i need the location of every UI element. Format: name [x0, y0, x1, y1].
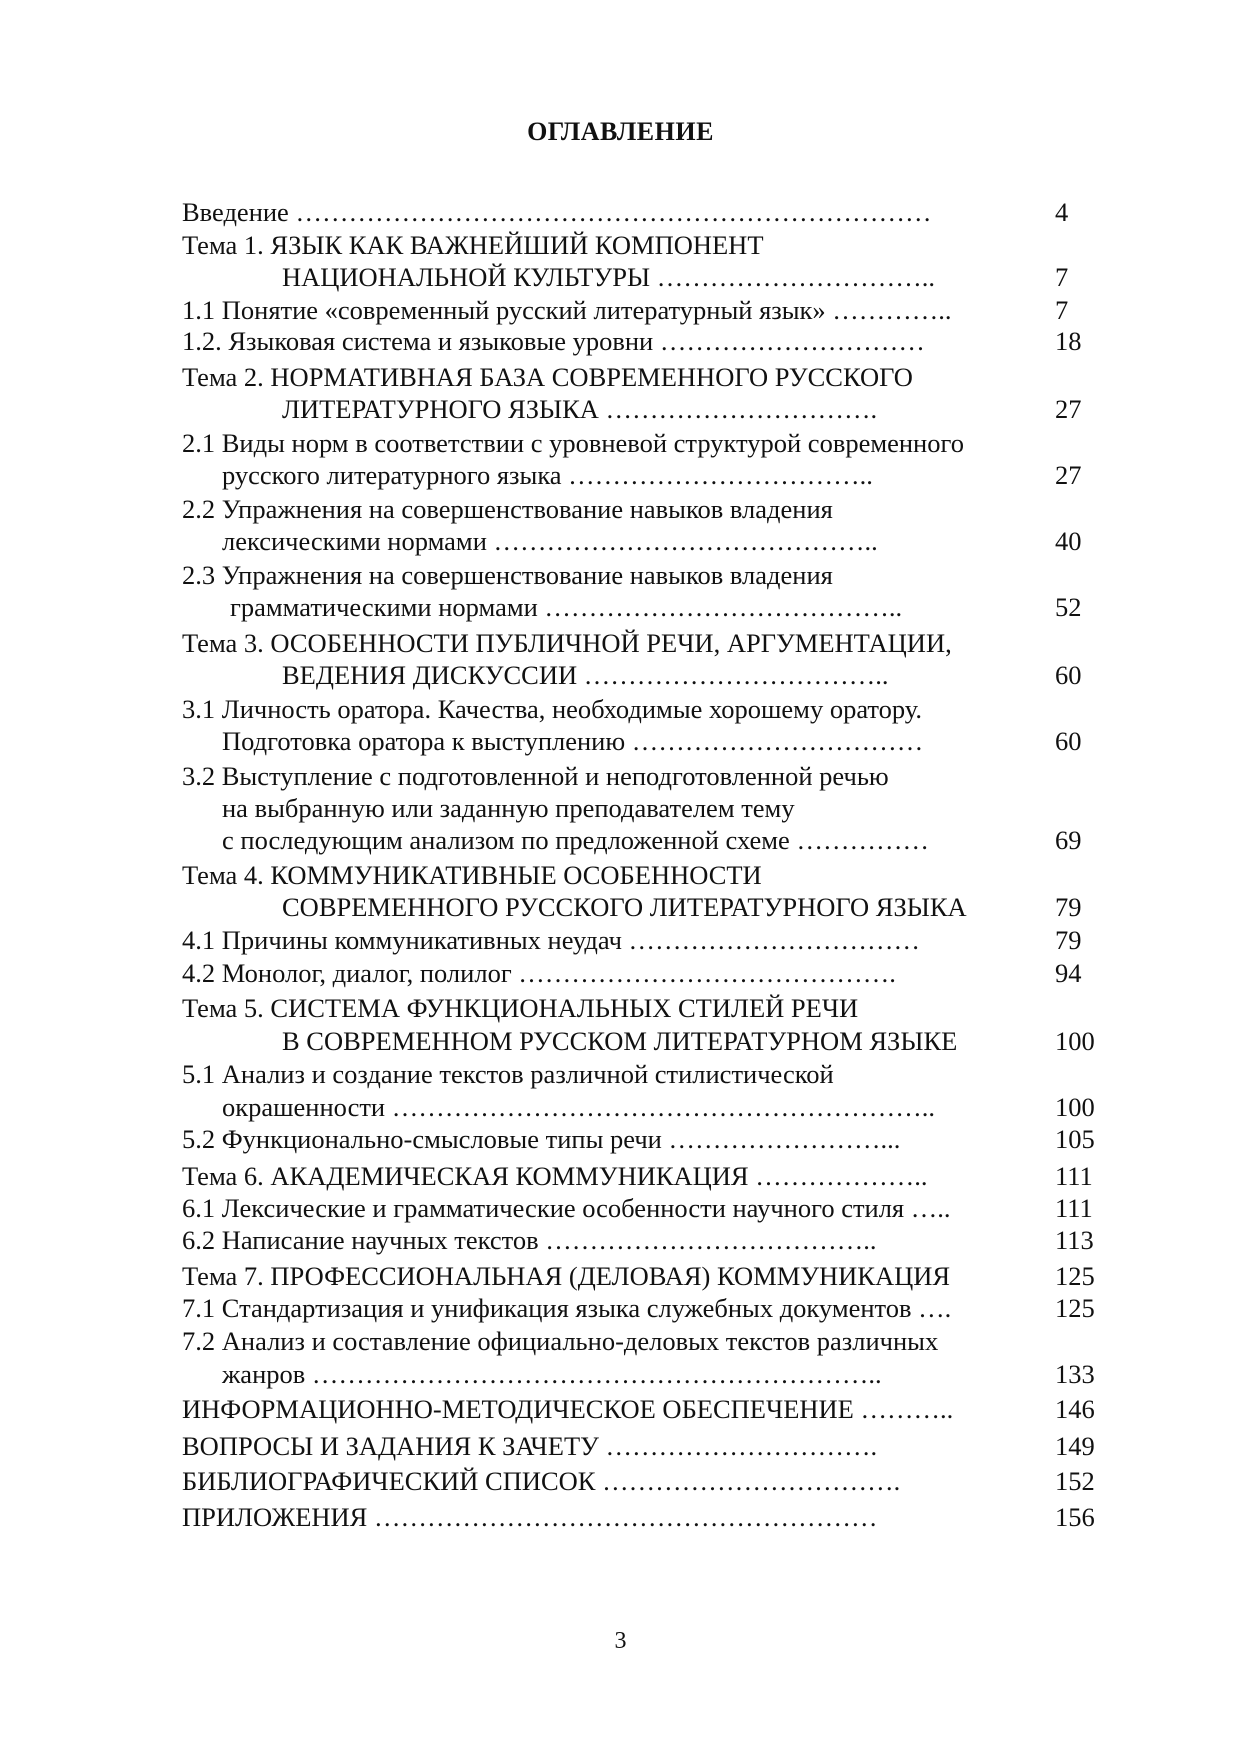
toc-entry — [0, 1123, 1241, 1155]
toc-entry — [0, 229, 1241, 261]
toc-entry-text: лексическими нормами …………………………………….. — [222, 526, 878, 556]
toc-entry — [0, 427, 1241, 459]
toc-entry-text: 7.1 Стандартизация и унификация языка служебных документов …. — [182, 1293, 952, 1323]
toc-entry — [0, 1501, 1241, 1533]
toc-entry-text: Тема 5. СИСТЕМА ФУНКЦИОНАЛЬНЫХ СТИЛЕЙ РЕЧИ — [182, 993, 859, 1023]
toc-entry — [0, 693, 1241, 725]
toc-entry-text: с последующим анализом по предложенной схеме …………… — [222, 825, 929, 855]
toc-entry-text: ПРИЛОЖЕНИЯ ………………………………………………… — [182, 1502, 878, 1532]
toc-entry-text: 7.2 Анализ и составление официально-деловых текстов различных — [182, 1326, 939, 1356]
toc-entry-page: 105 — [1055, 1124, 1095, 1154]
toc-entry-text: грамматическими нормами ………………………………….. — [230, 592, 903, 622]
toc-entry — [0, 196, 1241, 228]
page-title: ОГЛАВЛЕНИЕ — [527, 117, 714, 146]
toc-entry-text: ВЕДЕНИЯ ДИСКУССИИ …………………………….. — [282, 660, 889, 690]
toc-entry-page: 125 — [1055, 1261, 1095, 1291]
toc-entry — [0, 1058, 1241, 1090]
toc-entry-page: 27 — [1055, 460, 1082, 490]
toc-entry-text: ВОПРОСЫ И ЗАДАНИЯ К ЗАЧЕТУ …………………………. — [182, 1431, 878, 1461]
toc-entry-page: 7 — [1055, 262, 1069, 292]
toc-entry-text: ИНФОРМАЦИОННО-МЕТОДИЧЕСКОЕ ОБЕСПЕЧЕНИЕ ……….. — [182, 1394, 954, 1424]
toc-entry-page: 7 — [1055, 295, 1069, 325]
toc-entry-page: 79 — [1055, 925, 1082, 955]
toc-entry-text: 1.1 Понятие «современный русский литературный язык» ………….. — [182, 295, 952, 325]
toc-entry — [0, 1260, 1241, 1292]
toc-entry-text: на выбранную или заданную преподавателем тему — [222, 793, 795, 823]
toc-entry — [0, 992, 1241, 1024]
toc-entry — [0, 957, 1241, 989]
toc-entry-text: 3.2 Выступление с подготовленной и неподготовленной речью — [182, 761, 889, 791]
toc-entry — [0, 459, 1241, 491]
toc-entry — [0, 792, 1241, 824]
toc-entry-page: 111 — [1055, 1161, 1093, 1191]
toc-entry-text: 2.1 Виды норм в соответствии с уровневой структурой современного — [182, 428, 964, 458]
toc-entry-text: 2.3 Упражнения на совершенствование навыков владения — [182, 560, 833, 590]
toc-entry — [0, 294, 1241, 326]
toc-entry-text: НАЦИОНАЛЬНОЙ КУЛЬТУРЫ ………………………….. — [282, 262, 935, 292]
toc-entry-text: 1.2. Языковая система и языковые уровни ………………………… — [182, 326, 925, 356]
toc-entry — [0, 1160, 1241, 1192]
toc-entry — [0, 559, 1241, 591]
toc-entry-page: 4 — [1055, 197, 1069, 227]
toc-entry-text: 6.2 Написание научных текстов ……………………………….. — [182, 1225, 877, 1255]
toc-entry — [0, 659, 1241, 691]
toc-entry — [0, 393, 1241, 425]
toc-entry — [0, 627, 1241, 659]
toc-entry-text: Тема 6. АКАДЕМИЧЕСКАЯ КОММУНИКАЦИЯ ……………….. — [182, 1161, 928, 1191]
toc-entry-text: 4.1 Причины коммуникативных неудач …………………………… — [182, 925, 921, 955]
toc-entry — [0, 1192, 1241, 1224]
toc-entry-text: 3.1 Личность оратора. Качества, необходимые хорошему оратору. — [182, 694, 922, 724]
toc-entry-text: Введение ……………………………………………………………… — [182, 197, 932, 227]
toc-entry-page: 133 — [1055, 1359, 1095, 1389]
toc-entry — [0, 924, 1241, 956]
toc-entry-page: 52 — [1055, 592, 1082, 622]
toc-entry-text: В СОВРЕМЕННОМ РУССКОМ ЛИТЕРАТУРНОМ ЯЗЫКЕ — [282, 1026, 958, 1056]
toc-entry — [0, 261, 1241, 293]
toc-entry-page: 69 — [1055, 825, 1082, 855]
toc-entry-text: 4.2 Монолог, диалог, полилог ……………………………………. — [182, 958, 896, 988]
toc-entry — [0, 859, 1241, 891]
toc-entry — [0, 1325, 1241, 1357]
toc-entry-text: русского литературного языка …………………………….. — [222, 460, 873, 490]
toc-entry-text: 2.2 Упражнения на совершенствование навыков владения — [182, 494, 833, 524]
page-number: 3 — [614, 1628, 627, 1654]
toc-entry-text: Тема 2. НОРМАТИВНАЯ БАЗА СОВРЕМЕННОГО РУССКОГО — [182, 362, 913, 392]
toc-entry — [0, 1292, 1241, 1324]
toc-entry — [0, 325, 1241, 357]
toc-entry-text: окрашенности …………………………………………………….. — [222, 1092, 935, 1122]
toc-entry — [0, 1091, 1241, 1123]
toc-entry-text: 5.2 Функционально-смысловые типы речи ……………………... — [182, 1124, 901, 1154]
toc-entry-page: 100 — [1055, 1026, 1095, 1056]
toc-entry — [0, 1393, 1241, 1425]
toc-entry-page: 18 — [1055, 326, 1082, 356]
toc-entry-page: 27 — [1055, 394, 1082, 424]
toc-entry-text: жанров ……………………………………………………….. — [222, 1359, 882, 1389]
toc-entry-text: 5.1 Анализ и создание текстов различной стилистической — [182, 1059, 834, 1089]
toc-entry-page: 111 — [1055, 1193, 1093, 1223]
toc-entry — [0, 824, 1241, 856]
toc-entry-page: 79 — [1055, 892, 1082, 922]
toc-entry — [0, 1224, 1241, 1256]
toc-entry-page: 40 — [1055, 526, 1082, 556]
toc-entry — [0, 1025, 1241, 1057]
toc-entry-page: 125 — [1055, 1293, 1095, 1323]
toc-entry-page: 113 — [1055, 1225, 1094, 1255]
toc-entry-text: Тема 4. КОММУНИКАТИВНЫЕ ОСОБЕННОСТИ — [182, 860, 762, 890]
toc-entry-page: 152 — [1055, 1466, 1095, 1496]
toc-entry — [0, 725, 1241, 757]
toc-entry-page: 149 — [1055, 1431, 1095, 1461]
toc-entry-page: 156 — [1055, 1502, 1095, 1532]
toc-entry — [0, 1430, 1241, 1462]
toc-entry-text: ЛИТЕРАТУРНОГО ЯЗЫКА …………………………. — [282, 394, 878, 424]
toc-entry-text: Подготовка оратора к выступлению …………………………… — [222, 726, 924, 756]
toc-entry-text: 6.1 Лексические и грамматические особенности научного стиля ….. — [182, 1193, 951, 1223]
toc-entry-text: БИБЛИОГРАФИЧЕСКИЙ СПИСОК ……………………………. — [182, 1466, 901, 1496]
toc-entry-text: СОВРЕМЕННОГО РУССКОГО ЛИТЕРАТУРНОГО ЯЗЫКА — [282, 892, 967, 922]
toc-entry — [0, 525, 1241, 557]
toc-entry-page: 60 — [1055, 726, 1082, 756]
toc-entry — [0, 1358, 1241, 1390]
toc-entry-text: Тема 1. ЯЗЫК КАК ВАЖНЕЙШИЙ КОМПОНЕНТ — [182, 230, 764, 260]
toc-entry — [0, 361, 1241, 393]
toc-entry-text: Тема 3. ОСОБЕННОСТИ ПУБЛИЧНОЙ РЕЧИ, АРГУМЕНТАЦИИ, — [182, 628, 952, 658]
toc-entry-page: 94 — [1055, 958, 1082, 988]
toc-entry — [0, 493, 1241, 525]
toc-entry — [0, 891, 1241, 923]
toc-entry-page: 100 — [1055, 1092, 1095, 1122]
toc-entry — [0, 760, 1241, 792]
toc-entry-page: 146 — [1055, 1394, 1095, 1424]
toc-entry-page: 60 — [1055, 660, 1082, 690]
toc-entry — [0, 591, 1241, 623]
toc-entry — [0, 1465, 1241, 1497]
toc-entry-text: Тема 7. ПРОФЕССИОНАЛЬНАЯ (ДЕЛОВАЯ) КОММУНИКАЦИЯ — [182, 1261, 951, 1291]
